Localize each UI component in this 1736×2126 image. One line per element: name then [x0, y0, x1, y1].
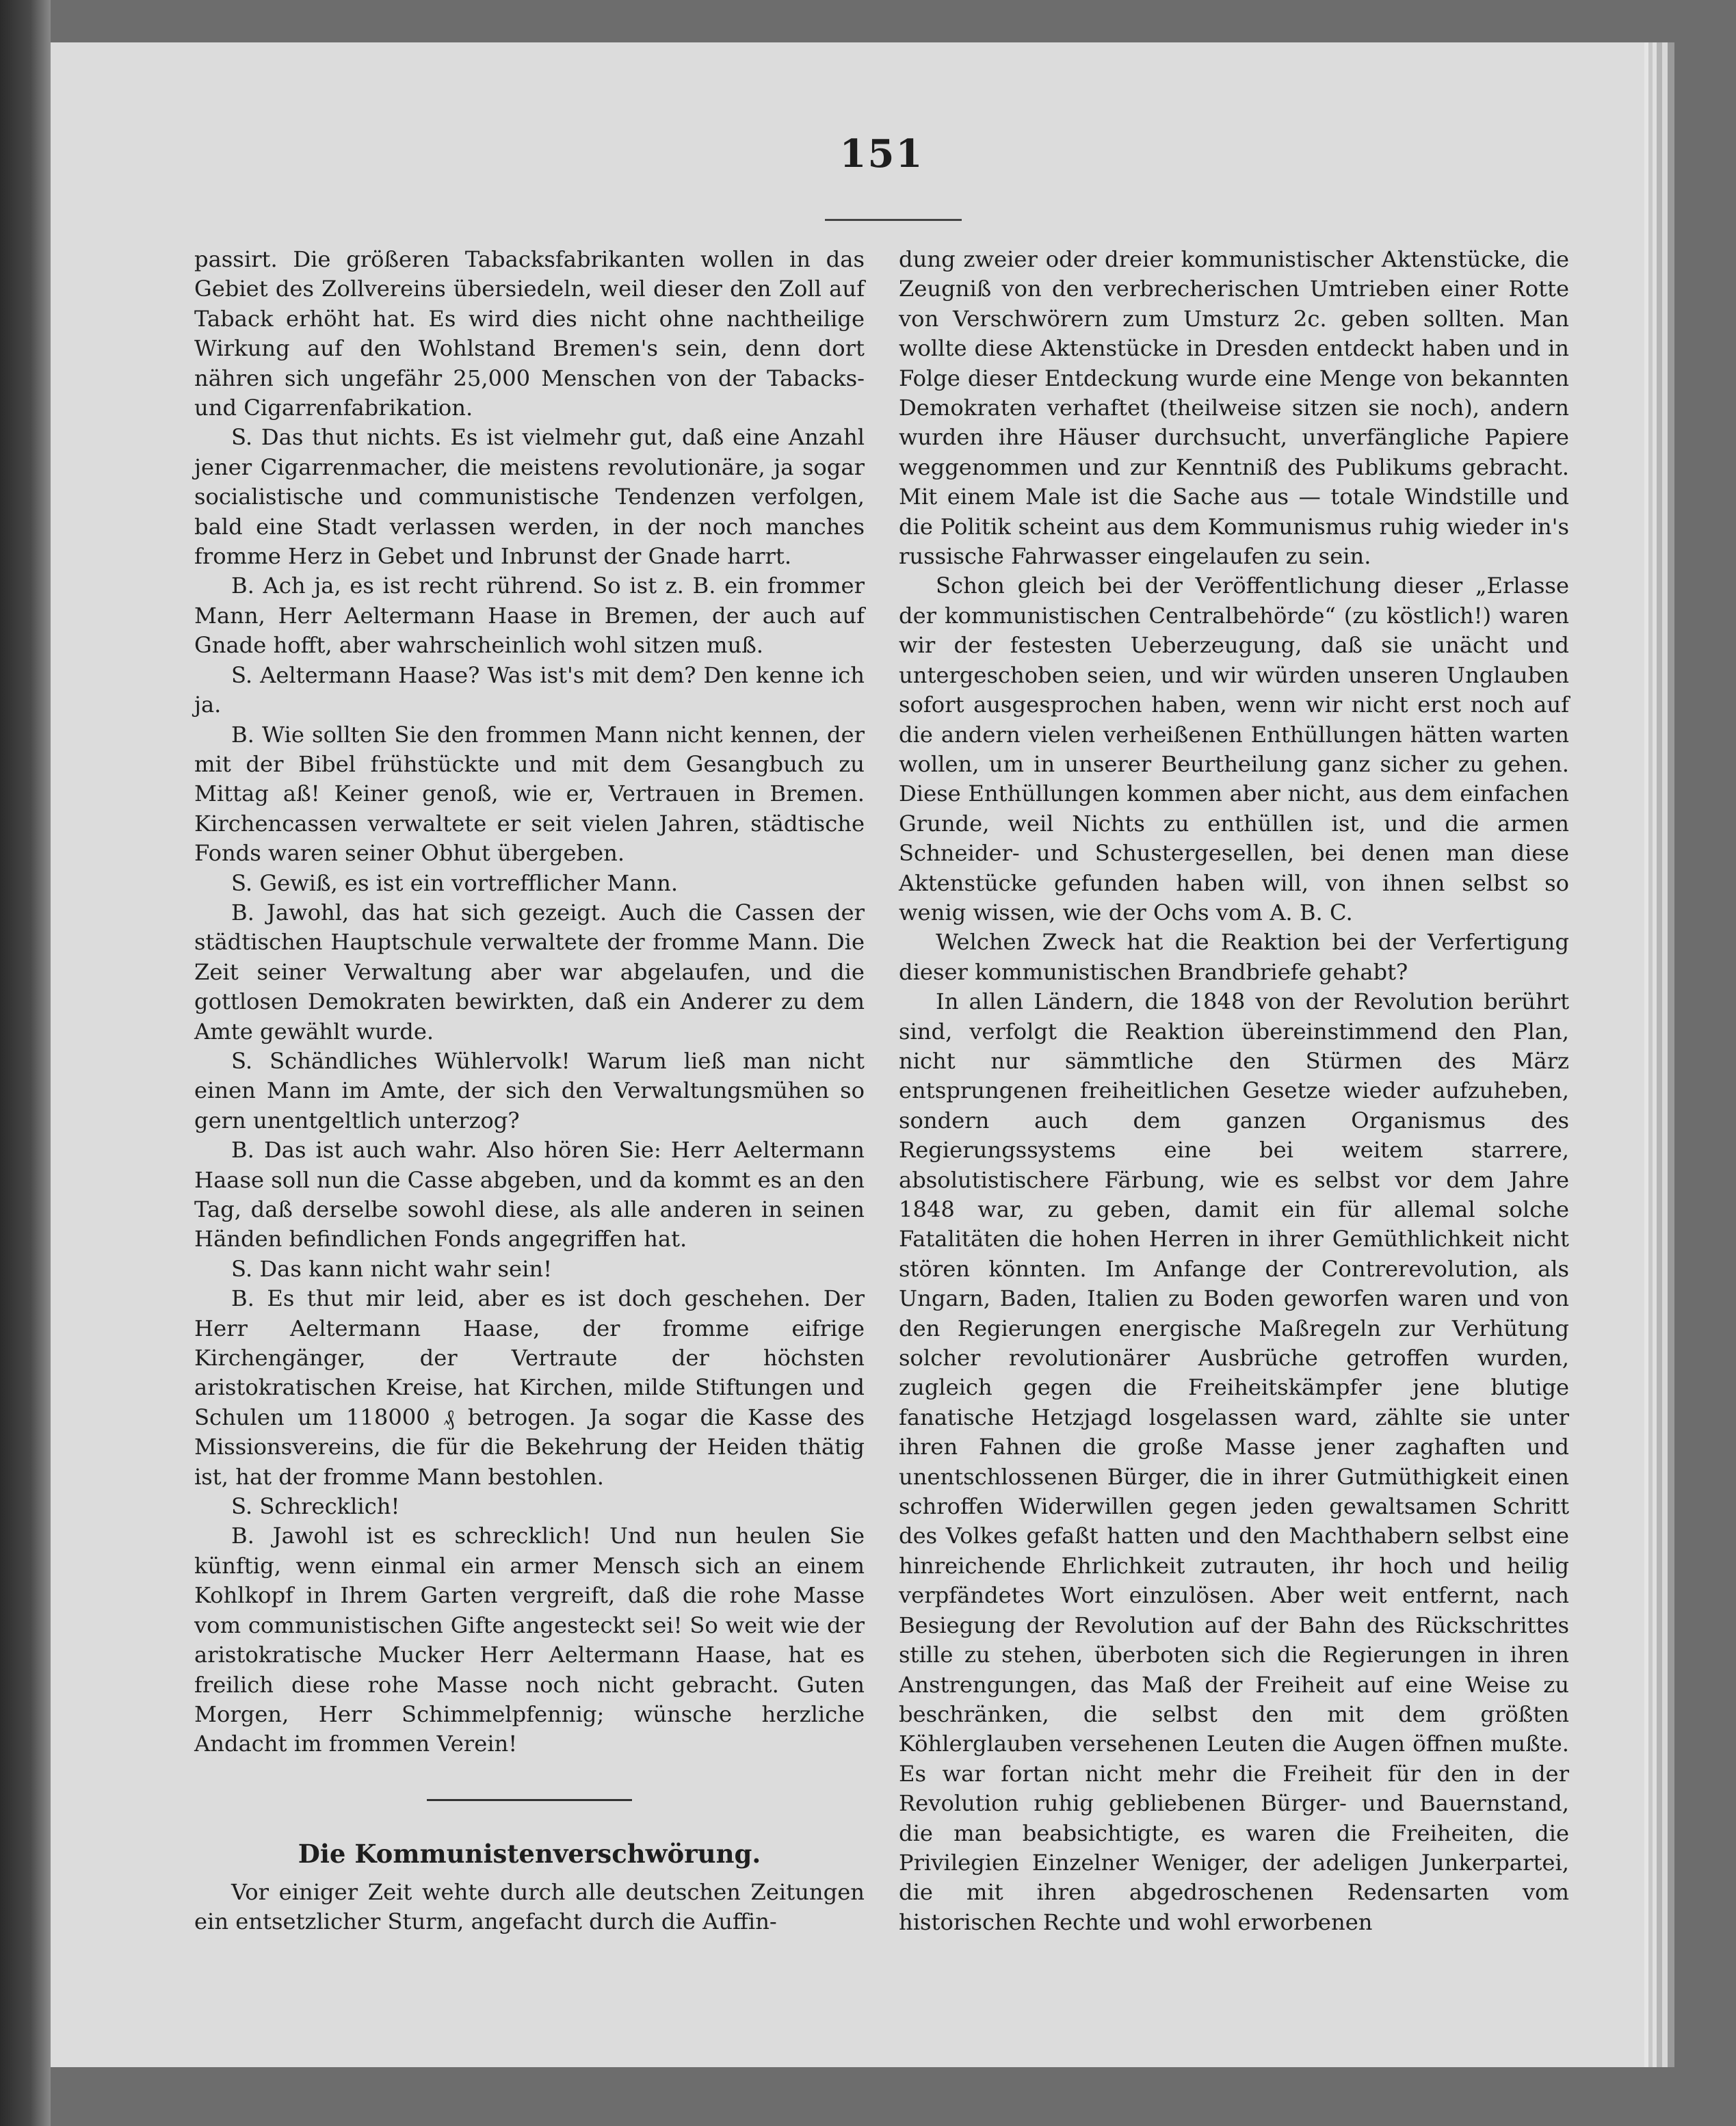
- paragraph: In allen Ländern, die 1848 von der Revolution berührt sind, verfolgt die Reaktion übereinstimmend den Plan, nicht nur sämmtliche den Stürmen des März entsprungenen freiheitlichen Gesetze wieder aufzuheben, sondern auch dem ganzen Organismus des Regierungssystems eine bei weitem starrere, absolutistischere Färbung, wie es selbst vor dem Jahre 1848 war, zu geben, damit ein für allemal solche Fatalitäten die hohen Herren in ihrer Gemüthlichkeit nicht stören könnten. Im Anfange der Contrerevolution, als Ungarn, Baden, Italien zu Boden geworfen waren und von den Regierungen energische Maßregeln zur Verhütung solcher revolutionärer Ausbrüche getroffen wurden, zugleich gegen die Freiheitskämpfer jene blutige fanatische Hetzjagd losgelassen ward, zählte sie unter ihren Fahnen die große Masse jener zaghaften und unentschlossenen Bürger, die in ihrer Gutmüthigkeit einen schroffen Widerwillen gegen jeden gewaltsamen Schritt des Volkes gefaßt hatten und den Machthabern selbst eine hinreichende Ehrlichkeit zutrauten, ihr hoch und heilig verpfändetes Wort einzulösen. Aber weit entfernt, nach Besiegung der Revolution auf der Bahn des Rückschrittes stille zu stehen, überboten sich die Regierungen in ihren Anstrengungen, das Maß der Freiheit auf eine Weise zu beschränken, die selbst den mit dem größten Köhlerglauben versehenen Leuten die Augen öffnen mußte. Es war fortan nicht mehr die Freiheit für den in der Revolution ruhig gebliebenen Bürger- und Bauernstand, die man beabsichtigte, es waren die Freiheiten, die Privilegien Einzelner Weniger, der adeligen Junkerpartei, die mit ihren abgedroschenen Redensarten vom historischen Rechte und wohl erworbenen: [899, 988, 1569, 1935]
- paragraph: passirt. Die größeren Tabacksfabrikanten wollen in das Gebiet des Zollvereins übersiedeln, weil dieser den Zoll auf Taback erhöht hat. Es wird dies nicht ohne nachtheilige Wirkung auf den Wohlstand Bremen's sein, denn dort nähren sich ungefähr 25,000 Menschen von der Tabacks- und Cigarrenfabrikation.: [194, 246, 865, 421]
- paragraph: Welchen Zweck hat die Reaktion bei der Verfertigung dieser kommunistischen Brandbriefe gehabt?: [899, 929, 1569, 985]
- paragraph: B. Es thut mir leid, aber es ist doch geschehen. Der Herr Aeltermann Haase, der fromme eifrige Kirchengänger, der Vertraute der höchsten aristokratischen Kreise, hat Kirchen, milde Stiftungen und Schulen um 118000 ₰ betrogen. Ja sogar die Kasse des Missionsvereins, die für die Bekehrung der Heiden thätig ist, hat der fromme Mann bestohlen.: [194, 1285, 865, 1490]
- paragraph: dung zweier oder dreier kommunistischer Aktenstücke, die Zeugniß von den verbrecherischen Umtrieben einer Rotte von Verschwörern zum Umsturz 2c. geben sollten. Man wollte diese Aktenstücke in Dresden entdeckt haben und in Folge dieser Entdeckung wurde eine Menge von bekannten Demokraten verhaftet (theilweise sitzen sie noch), andern wurden ihre Häuser durchsucht, unverfängliche Papiere weggenommen und zur Kenntniß des Publikums gebracht. Mit einem Male ist die Sache aus — totale Windstille und die Politik scheint aus dem Kommunismus ruhig wieder in's russische Fahrwasser eingelaufen zu sein.: [899, 246, 1569, 570]
- page-number-rule: [825, 219, 962, 221]
- paragraph: S. Das thut nichts. Es ist vielmehr gut, daß eine Anzahl jener Cigarrenmacher, die meistens revolutionäre, ja sogar socialistische und communistische Tendenzen verfolgen, bald eine Stadt verlassen werden, in der noch manches fromme Herz in Gebet und Inbrunst der Gnade harrt.: [194, 424, 865, 570]
- paragraph: B. Jawohl ist es schrecklich! Und nun heulen Sie künftig, wenn einmal ein armer Mensch sich an einem Kohlkopf in Ihrem Garten vergreift, daß die rohe Masse vom communistischen Gifte angesteckt sei! So weit wie der aristokratische Mucker Herr Aeltermann Haase, hat es freilich diese rohe Masse noch nicht gebracht. Guten Morgen, Herr Schimmelpfennig; wünsche herzliche Andacht im frommen Verein!: [194, 1523, 865, 1757]
- paragraph: Vor einiger Zeit wehte durch alle deutschen Zeitungen ein entsetzlicher Sturm, angefacht durch die Auffin-: [194, 1878, 865, 1935]
- paragraph: S. Das kann nicht wahr sein!: [231, 1255, 553, 1282]
- paragraph: B. Jawohl, das hat sich gezeigt. Auch die Cassen der städtischen Hauptschule verwaltete der fromme Mann. Die Zeit seiner Verwaltung aber war abgelaufen, und die gottlosen Demokraten bewirkten, daß ein Anderer zu dem Amte gewählt wurde.: [194, 899, 865, 1045]
- paragraph: Schon gleich bei der Veröffentlichung dieser „Erlasse der kommunistischen Centralbehörde“ (zu köstlich!) waren wir der festesten Ueberzeugung, daß sie unächt und untergeschoben seien, und wir würden unseren Unglauben sofort ausgesprochen haben, wenn wir nicht erst noch auf die andern vielen verheißenen Enthüllungen hätten warten wollen, um in unserer Beurtheilung ganz sicher zu gehen. Diese Enthüllungen kommen aber nicht, aus dem einfachen Grunde, weil Nichts zu enthüllen ist, und die armen Schneider- und Schustergesellen, bei denen man diese Aktenstücke gefunden haben will, von ihnen selbst so wenig wissen, wie der Ochs vom A. B. C.: [899, 573, 1569, 926]
- paragraph: B. Ach ja, es ist recht rührend. So ist z. B. ein frommer Mann, Herr Aeltermann Haase in Bremen, der auch auf Gnade hofft, aber wahrscheinlich wohl sitzen muß.: [194, 573, 865, 659]
- section-separator: [427, 1799, 632, 1801]
- paragraph: S. Schändliches Wühlervolk! Warum ließ man nicht einen Mann im Amte, der sich den Verwaltungsmühen so gern unentgeltlich unterzog?: [194, 1047, 865, 1133]
- right-column: [899, 245, 1569, 1937]
- paragraph: B. Wie sollten Sie den frommen Mann nicht kennen, der mit der Bibel frühstückte und mit dem Gesangbuch zu Mittag aß! Keiner genoß, wie er, Vertrauen in Bremen. Kirchencassen verwaltete er seit vielen Jahren, städtische Fonds waren seiner Obhut übergeben.: [194, 721, 865, 867]
- paragraph: B. Das ist auch wahr. Also hören Sie: Herr Aeltermann Haase soll nun die Casse abgeben, und da kommt es an den Tag, daß derselbe sowohl diese, als alle anderen in seinen Händen befindlichen Fonds angegriffen hat.: [194, 1137, 865, 1252]
- section-heading: Die Kommunistenverschwörung.: [298, 1838, 761, 1869]
- page-number: 151: [839, 131, 924, 176]
- left-column: [194, 245, 865, 1937]
- book-spine: [0, 0, 51, 2126]
- book-page: [51, 42, 1644, 2067]
- paragraph: S. Gewiß, es ist ein vortrefflicher Mann.: [231, 869, 679, 896]
- paragraph: S. Schrecklich!: [231, 1493, 400, 1520]
- paragraph: S. Aeltermann Haase? Was ist's mit dem? Den kenne ich ja.: [194, 661, 865, 718]
